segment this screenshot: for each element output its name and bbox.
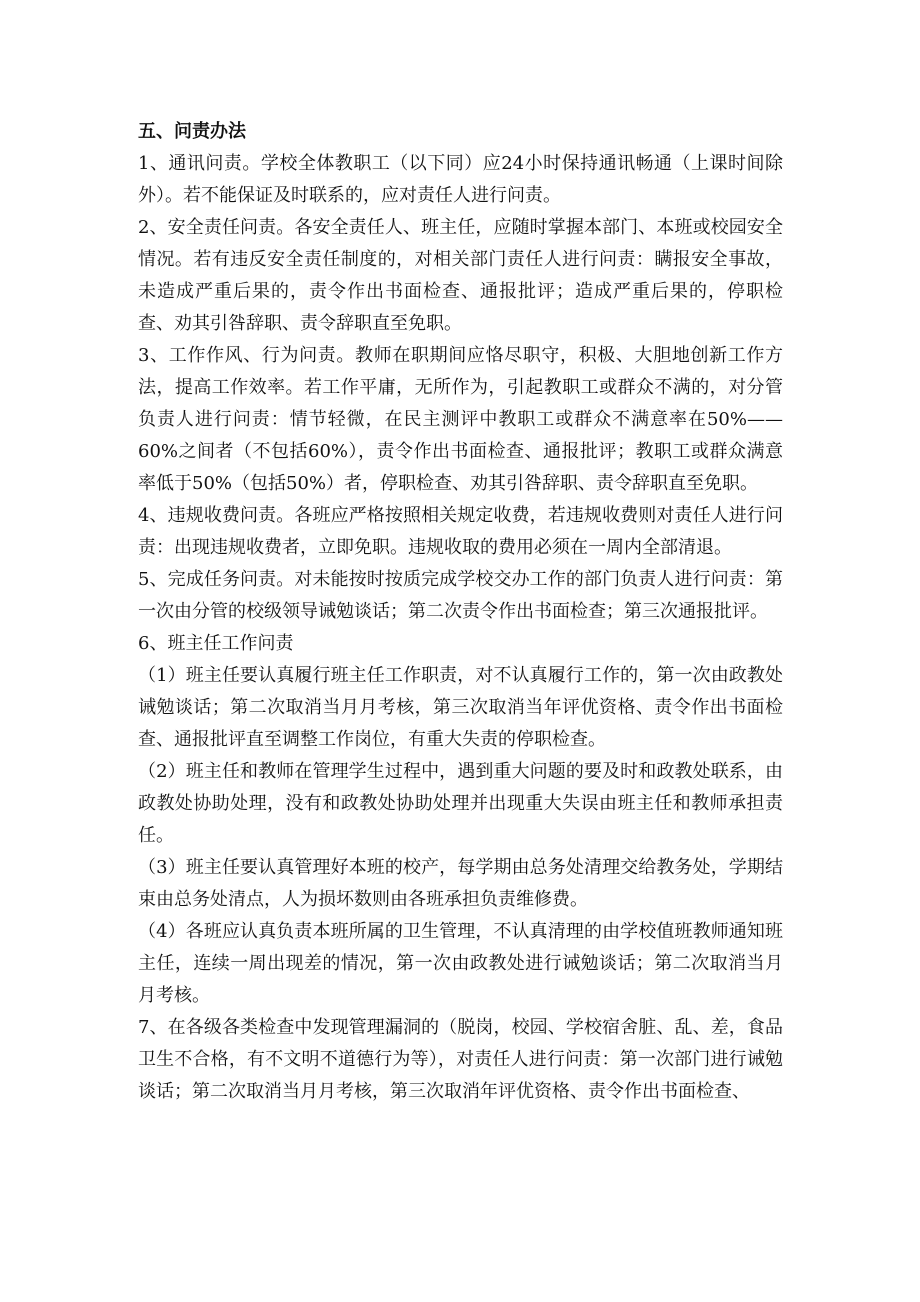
paragraph-6-2: （2）班主任和教师在管理学生过程中，遇到重大问题的要及时和政教处联系，由政教处协助处理，没有和政教处协助处理并出现重大失误由班主任和教师承担责任。 [138,761,783,846]
section-heading: 五、问责办法 [138,121,246,142]
paragraph-6-3: （3）班主任要认真管理好本班的校产，每学期由总务处清理交给教务处，学期结束由总务处清点，人为损坏数则由各班承担负责维修费。 [138,857,783,910]
paragraph-3: 3、工作作风、行为问责。教师在职期间应恪尽职守，积极、大胆地创新工作方法，提高工作效率。若工作平庸，无所作为，引起教职工或群众不满的，对分管负责人进行问责：情节轻微，在民主测评中教职工或群众不满意率在50%——60%之间者（不包括60%），责令作出书面检查、通报批评；教职工或群众满意率低于50%（包括50%）者，停职检查、劝其引咎辞职、责令辞职直至免职。 [138,345,783,494]
document-body [138,116,783,1108]
paragraph-6-1: （1）班主任要认真履行班主任工作职责，对不认真履行工作的，第一次由政教处诫勉谈话；第二次取消当月月考核，第三次取消当年评优资格、责令作出书面检查、通报批评直至调整工作岗位，有重大失责的停职检查。 [138,665,783,750]
paragraph-5: 5、完成任务问责。对未能按时按质完成学校交办工作的部门负责人进行问责：第一次由分管的校级领导诫勉谈话；第二次责令作出书面检查；第三次通报批评。 [138,569,783,622]
paragraph-7: 7、在各级各类检查中发现管理漏洞的（脱岗，校园、学校宿舍脏、乱、差，食品卫生不合格，有不文明不道德行为等），对责任人进行问责：第一次部门进行诫勉谈话；第二次取消当月月考核，第三次取消年评优资格、责令作出书面检查、 [138,1017,783,1102]
paragraph-6-title: 6、班主任工作问责 [138,633,294,654]
paragraph-1: 1、通讯问责。学校全体教职工（以下同）应24小时保持通讯畅通（上课时间除外）。若不能保证及时联系的，应对责任人进行问责。 [138,153,783,206]
paragraph-6-4: （4）各班应认真负责本班所属的卫生管理，不认真清理的由学校值班教师通知班主任，连续一周出现差的情况，第一次由政教处进行诫勉谈话；第二次取消当月月考核。 [138,921,783,1006]
paragraph-4: 4、违规收费问责。各班应严格按照相关规定收费，若违规收费则对责任人进行问责：出现违规收费者，立即免职。违规收取的费用必须在一周内全部清退。 [138,505,783,558]
paragraph-2: 2、安全责任问责。各安全责任人、班主任，应随时掌握本部门、本班或校园安全情况。若有违反安全责任制度的，对相关部门责任人进行问责：瞒报安全事故，未造成严重后果的，责令作出书面检查、通报批评；造成严重后果的，停职检查、劝其引咎辞职、责令辞职直至免职。 [138,217,783,334]
